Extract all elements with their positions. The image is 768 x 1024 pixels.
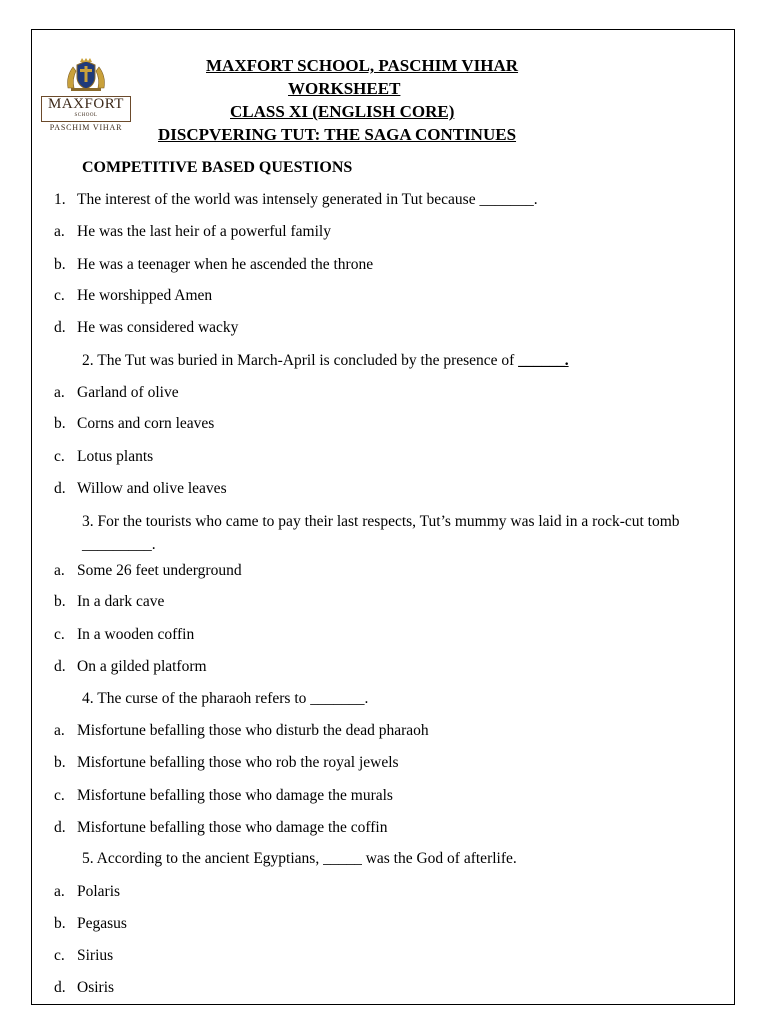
- option-letter: c.: [54, 787, 65, 804]
- option-text: Some 26 feet underground: [77, 562, 242, 579]
- option-letter: c.: [54, 626, 65, 643]
- option-3b: [54, 592, 164, 612]
- option-text: On a gilded platform: [77, 658, 207, 675]
- option-1c: [54, 286, 212, 306]
- chapter-title: DISCPVERING TUT: THE SAGA CONTINUES: [158, 125, 517, 144]
- option-letter: d.: [54, 979, 66, 996]
- option-5d: [54, 978, 114, 998]
- question-number: 3.: [82, 513, 94, 530]
- school-logo: [40, 58, 132, 136]
- question-4: [82, 689, 722, 709]
- question-number: 1.: [54, 191, 66, 208]
- school-name: MAXFORT SCHOOL, PASCHIM VIHAR: [206, 56, 519, 75]
- option-text: Corns and corn leaves: [77, 415, 215, 432]
- option-4d: [54, 818, 388, 838]
- option-4a: [54, 721, 429, 741]
- option-text: Sirius: [77, 947, 114, 964]
- question-number: 4.: [82, 690, 94, 707]
- question-text: The Tut was buried in March-April is concluded by the presence of: [97, 352, 515, 369]
- question-text: According to the ancient Egyptians, _____ was the God of afterlife.: [96, 850, 517, 867]
- option-text: Polaris: [77, 883, 121, 900]
- option-letter: b.: [54, 593, 66, 610]
- question-text: For the tourists who came to pay their last respects, Tut’s mummy was laid in a rock-cut tomb _________.: [82, 513, 680, 553]
- option-text: Misfortune befalling those who damage the coffin: [77, 819, 388, 836]
- option-letter: d.: [54, 319, 66, 336]
- option-letter: d.: [54, 480, 66, 497]
- option-5b: [54, 914, 127, 934]
- logo-wordmark: [41, 96, 131, 122]
- option-3d: [54, 657, 207, 677]
- option-letter: b.: [54, 915, 66, 932]
- question-text: The interest of the world was intensely generated in Tut because _______.: [77, 191, 538, 208]
- option-4b: [54, 753, 399, 773]
- question-number: 5.: [82, 850, 94, 867]
- option-letter: c.: [54, 448, 65, 465]
- option-letter: a.: [54, 722, 65, 739]
- answer-blank: ______.: [518, 352, 569, 369]
- option-text: Pegasus: [77, 915, 127, 932]
- option-text: In a dark cave: [77, 593, 165, 610]
- option-letter: b.: [54, 415, 66, 432]
- option-5a: [54, 882, 120, 902]
- option-text: Misfortune befalling those who disturb the dead pharaoh: [77, 722, 429, 739]
- logo-name: MAXFORT: [48, 96, 124, 112]
- option-text: In a wooden coffin: [77, 626, 195, 643]
- option-4c: [54, 786, 393, 806]
- option-letter: a.: [54, 883, 65, 900]
- question-3: [82, 510, 722, 556]
- section-title: COMPETITIVE BASED QUESTIONS: [82, 159, 353, 176]
- option-letter: c.: [54, 287, 65, 304]
- option-2b: [54, 414, 214, 434]
- option-letter: b.: [54, 754, 66, 771]
- option-2d: [54, 479, 227, 499]
- option-1d: [54, 318, 238, 338]
- option-3c: [54, 625, 194, 645]
- option-3a: [54, 561, 242, 581]
- logo-sub: SCHOOL: [74, 113, 98, 118]
- option-text: He worshipped Amen: [77, 287, 213, 304]
- option-letter: d.: [54, 658, 66, 675]
- option-letter: a.: [54, 223, 65, 240]
- option-text: Osiris: [77, 979, 115, 996]
- option-text: He was considered wacky: [77, 319, 239, 336]
- option-1a: [54, 222, 331, 242]
- option-text: Lotus plants: [77, 448, 154, 465]
- option-2c: [54, 447, 153, 467]
- option-letter: c.: [54, 947, 65, 964]
- option-text: He was the last heir of a powerful family: [77, 223, 331, 240]
- question-5: [82, 849, 722, 869]
- question-text: The curse of the pharaoh refers to _______.: [97, 690, 369, 707]
- option-text: Misfortune befalling those who rob the royal jewels: [77, 754, 399, 771]
- option-text: Misfortune befalling those who damage the murals: [77, 787, 393, 804]
- doc-type: WORKSHEET: [288, 79, 401, 98]
- option-letter: a.: [54, 384, 65, 401]
- option-letter: b.: [54, 256, 66, 273]
- option-5c: [54, 946, 113, 966]
- option-text: Garland of olive: [77, 384, 179, 401]
- crest-icon: [62, 58, 110, 92]
- question-number: 2.: [82, 352, 94, 369]
- option-text: Willow and olive leaves: [77, 480, 227, 497]
- option-letter: d.: [54, 819, 66, 836]
- option-2a: [54, 383, 179, 403]
- option-letter: a.: [54, 562, 65, 579]
- class-title: CLASS XI (ENGLISH CORE): [230, 102, 455, 121]
- question-2: [82, 351, 722, 371]
- logo-place: PASCHIM VIHAR: [49, 123, 123, 132]
- option-text: He was a teenager when he ascended the throne: [77, 256, 374, 273]
- option-1b: [54, 255, 373, 275]
